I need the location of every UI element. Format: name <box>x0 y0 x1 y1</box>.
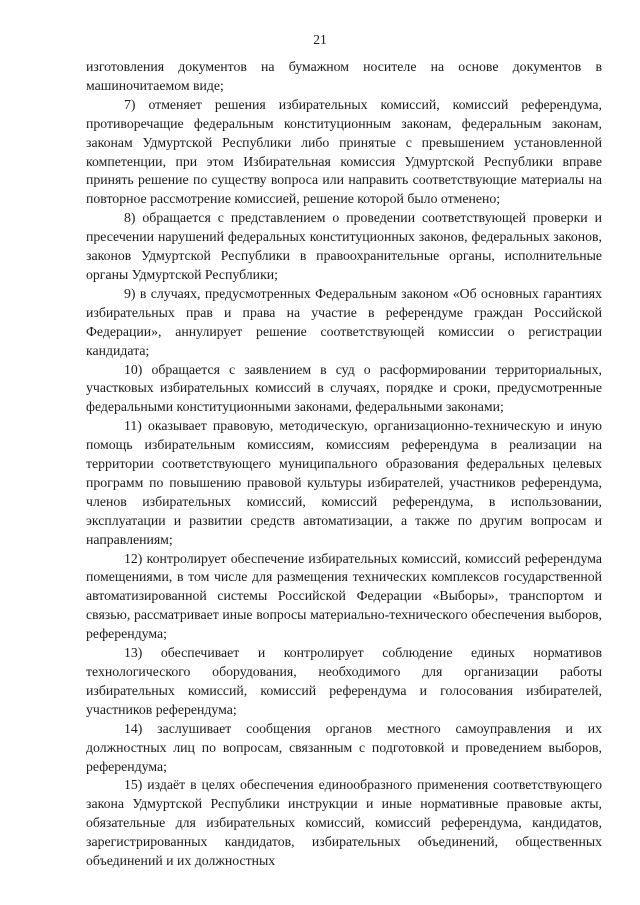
paragraph-item-12: 12) контролирует обеспечение избирательных комиссий, комиссий референдума помещениями, в том числе для размещения технических комплексов государственной автоматизированной системы Российской Федерации «Выборы», транспортом и связью, рассматривает иные вопросы материально-технического обеспечения выборов, референдума; <box>86 550 602 642</box>
paragraph-item-15: 15) издаёт в целях обеспечения единообразного применения соответствующего закона Удмуртской Республики инструкции и иные нормативные правовые акты, обязательные для избирательных комиссий, комиссий референдума, кандидатов, зарегистрированных кандидатов, избирательных объединений, общественных объединений и их должностных <box>86 777 602 869</box>
paragraph-item-7: 7) отменяет решения избирательных комиссий, комиссий референдума, противоречащие федеральным конституционным законам, федеральным законам, законам Удмуртской Республики либо принятые с превышением установленной компетенции, при этом Избирательная комиссия Удмуртской Республики вправе принять решение по существу вопроса или направить соответствующие материалы на повторное рассмотрение комиссией, решение которой было отменено; <box>86 96 602 207</box>
paragraph-item-11: 11) оказывает правовую, методическую, организационно-техническую и иную помощь избирательным комиссиям, комиссиям референдума в реализации на территории соответствующего муниципального образования федеральных целевых программ по повышению правовой культуры избирателей, участников референдума, членов избирательных комиссий, комиссий референдума, в использовании, эксплуатации и развитии средств автоматизации, а также по другим вопросам и направлениям; <box>86 418 602 547</box>
paragraph-item-9: 9) в случаях, предусмотренных Федеральным законом «Об основных гарантиях избирательных прав и права на участие в референдуме граждан Российской Федерации», аннулирует решение соответствующей комиссии о регистрации кандидата; <box>86 285 602 358</box>
paragraph-item-10: 10) обращается с заявлением в суд о расформировании территориальных, участковых избирательных комиссий в случаях, порядке и сроки, предусмотренные федеральными конституционными законами, федеральными законами; <box>86 361 602 415</box>
page-number: 21 <box>313 32 327 47</box>
paragraph-item-13: 13) обеспечивает и контролирует соблюдение единых нормативов технологического оборудования, необходимого для организации работы избирательных комиссий, комиссий референдума и голосования избирателей, участников референдума; <box>86 645 602 717</box>
paragraph-continued: изготовления документов на бумажном носителе на основе документов в машиночитаемом виде; <box>86 59 602 93</box>
paragraph-item-14: 14) заслушивает сообщения органов местного самоуправления и их должностных лиц по вопросам, связанным с подготовкой и проведением выборов, референдума; <box>86 720 602 774</box>
paragraph-item-8: 8) обращается с представлением о проведении соответствующей проверки и пресечении нарушений федеральных конституционных законов, федеральных законов, законов Удмуртской Республики в правоохранительные органы, исполнительные органы Удмуртской Республики; <box>86 210 602 282</box>
document-body <box>86 58 602 871</box>
